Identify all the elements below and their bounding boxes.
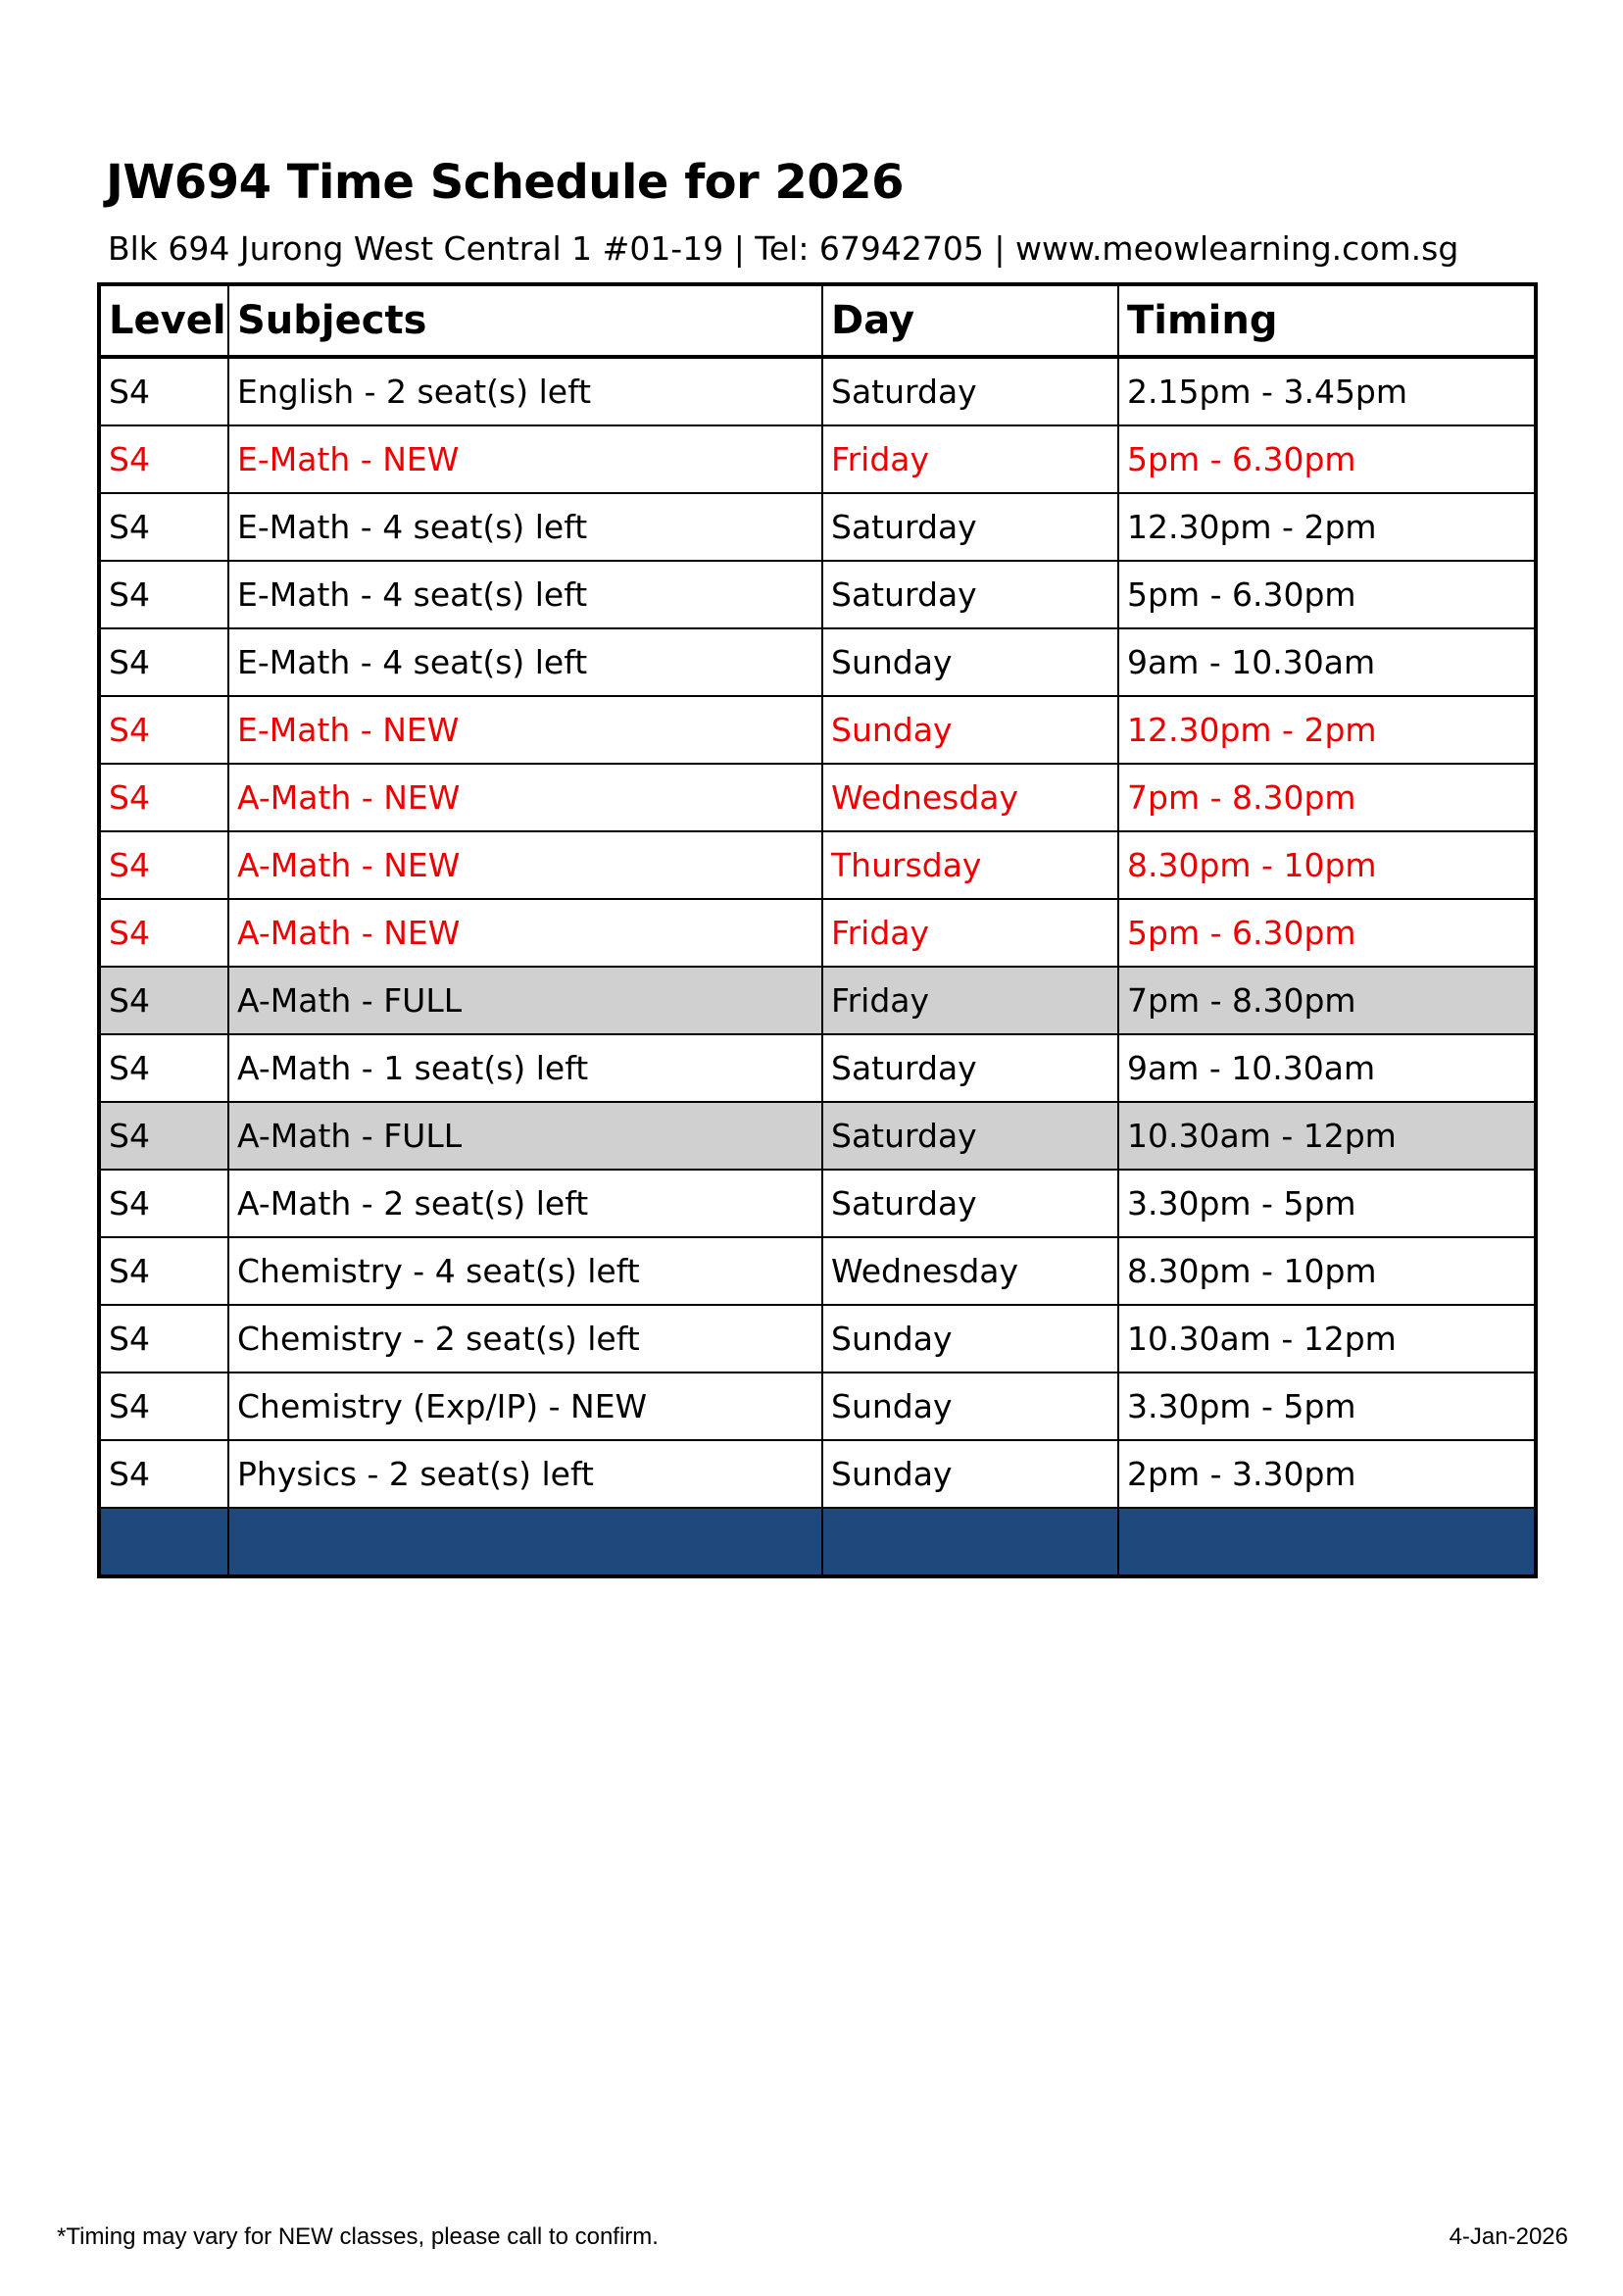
column-header-level: Level xyxy=(99,284,228,357)
cell-day: Friday xyxy=(822,899,1118,967)
cell-subject: A-Math - FULL xyxy=(228,967,822,1034)
column-header-timing: Timing xyxy=(1118,284,1536,357)
cell-subject: A-Math - NEW xyxy=(228,899,822,967)
cell-day: Wednesday xyxy=(822,764,1118,831)
schedule-body xyxy=(99,357,1536,1576)
cell-day: Sunday xyxy=(822,628,1118,696)
cell-timing: 10.30am - 12pm xyxy=(1118,1305,1536,1373)
table-header-row xyxy=(99,284,1536,357)
cell-timing: 5pm - 6.30pm xyxy=(1118,561,1536,628)
blank-cell xyxy=(228,1508,822,1576)
cell-level: S4 xyxy=(99,899,228,967)
cell-subject: E-Math - 4 seat(s) left xyxy=(228,628,822,696)
cell-day: Saturday xyxy=(822,1102,1118,1170)
timing-footnote: *Timing may vary for NEW classes, please call to confirm. xyxy=(57,2223,659,2250)
cell-day: Sunday xyxy=(822,1305,1118,1373)
cell-subject: E-Math - NEW xyxy=(228,425,822,493)
cell-timing: 7pm - 8.30pm xyxy=(1118,764,1536,831)
cell-subject: Chemistry (Exp/IP) - NEW xyxy=(228,1373,822,1440)
blank-cell xyxy=(1118,1508,1536,1576)
table-row xyxy=(99,1102,1536,1170)
schedule-table xyxy=(97,282,1538,1578)
cell-subject: Chemistry - 4 seat(s) left xyxy=(228,1237,822,1305)
cell-subject: A-Math - FULL xyxy=(228,1102,822,1170)
cell-level: S4 xyxy=(99,967,228,1034)
cell-day: Saturday xyxy=(822,1170,1118,1237)
cell-day: Saturday xyxy=(822,1034,1118,1102)
table-row xyxy=(99,425,1536,493)
cell-level: S4 xyxy=(99,1305,228,1373)
blank-cell xyxy=(822,1508,1118,1576)
cell-day: Thursday xyxy=(822,831,1118,899)
page-title: JW694 Time Schedule for 2026 xyxy=(106,155,905,210)
cell-level: S4 xyxy=(99,1102,228,1170)
cell-subject: Chemistry - 2 seat(s) left xyxy=(228,1305,822,1373)
cell-timing: 2pm - 3.30pm xyxy=(1118,1440,1536,1508)
cell-timing: 10.30am - 12pm xyxy=(1118,1102,1536,1170)
cell-timing: 2.15pm - 3.45pm xyxy=(1118,357,1536,425)
cell-day: Sunday xyxy=(822,696,1118,764)
cell-level: S4 xyxy=(99,696,228,764)
table-row xyxy=(99,628,1536,696)
cell-level: S4 xyxy=(99,1034,228,1102)
blank-footer-row xyxy=(99,1508,1536,1576)
table-row xyxy=(99,1170,1536,1237)
cell-timing: 7pm - 8.30pm xyxy=(1118,967,1536,1034)
cell-timing: 8.30pm - 10pm xyxy=(1118,1237,1536,1305)
cell-timing: 5pm - 6.30pm xyxy=(1118,425,1536,493)
cell-timing: 5pm - 6.30pm xyxy=(1118,899,1536,967)
cell-level: S4 xyxy=(99,425,228,493)
cell-subject: E-Math - 4 seat(s) left xyxy=(228,561,822,628)
cell-level: S4 xyxy=(99,628,228,696)
cell-subject: Physics - 2 seat(s) left xyxy=(228,1440,822,1508)
cell-timing: 12.30pm - 2pm xyxy=(1118,493,1536,561)
table-row xyxy=(99,493,1536,561)
cell-subject: E-Math - NEW xyxy=(228,696,822,764)
table-row xyxy=(99,764,1536,831)
address-contact-line: Blk 694 Jurong West Central 1 #01-19 | Tel: 67942705 | www.meowlearning.com.sg xyxy=(108,229,1459,268)
table-row xyxy=(99,561,1536,628)
cell-level: S4 xyxy=(99,561,228,628)
table-row xyxy=(99,1305,1536,1373)
cell-timing: 12.30pm - 2pm xyxy=(1118,696,1536,764)
cell-level: S4 xyxy=(99,357,228,425)
cell-timing: 9am - 10.30am xyxy=(1118,628,1536,696)
cell-level: S4 xyxy=(99,764,228,831)
cell-day: Saturday xyxy=(822,561,1118,628)
table-row xyxy=(99,1237,1536,1305)
cell-timing: 3.30pm - 5pm xyxy=(1118,1373,1536,1440)
blank-cell xyxy=(99,1508,228,1576)
cell-day: Sunday xyxy=(822,1440,1118,1508)
cell-timing: 3.30pm - 5pm xyxy=(1118,1170,1536,1237)
cell-level: S4 xyxy=(99,1440,228,1508)
cell-level: S4 xyxy=(99,831,228,899)
cell-subject: E-Math - 4 seat(s) left xyxy=(228,493,822,561)
table-row xyxy=(99,357,1536,425)
table-row xyxy=(99,696,1536,764)
column-header-subjects: Subjects xyxy=(228,284,822,357)
table-row xyxy=(99,831,1536,899)
schedule-date: 4-Jan-2026 xyxy=(1449,2223,1568,2250)
cell-timing: 8.30pm - 10pm xyxy=(1118,831,1536,899)
table-row xyxy=(99,899,1536,967)
cell-subject: English - 2 seat(s) left xyxy=(228,357,822,425)
cell-day: Sunday xyxy=(822,1373,1118,1440)
cell-day: Wednesday xyxy=(822,1237,1118,1305)
table-row xyxy=(99,1373,1536,1440)
table-row xyxy=(99,967,1536,1034)
cell-day: Saturday xyxy=(822,493,1118,561)
cell-subject: A-Math - 1 seat(s) left xyxy=(228,1034,822,1102)
cell-timing: 9am - 10.30am xyxy=(1118,1034,1536,1102)
cell-day: Friday xyxy=(822,425,1118,493)
cell-subject: A-Math - NEW xyxy=(228,831,822,899)
cell-level: S4 xyxy=(99,493,228,561)
column-header-day: Day xyxy=(822,284,1118,357)
cell-subject: A-Math - 2 seat(s) left xyxy=(228,1170,822,1237)
cell-level: S4 xyxy=(99,1237,228,1305)
cell-level: S4 xyxy=(99,1170,228,1237)
cell-day: Saturday xyxy=(822,357,1118,425)
cell-day: Friday xyxy=(822,967,1118,1034)
cell-subject: A-Math - NEW xyxy=(228,764,822,831)
table-row xyxy=(99,1034,1536,1102)
cell-level: S4 xyxy=(99,1373,228,1440)
table-row xyxy=(99,1440,1536,1508)
